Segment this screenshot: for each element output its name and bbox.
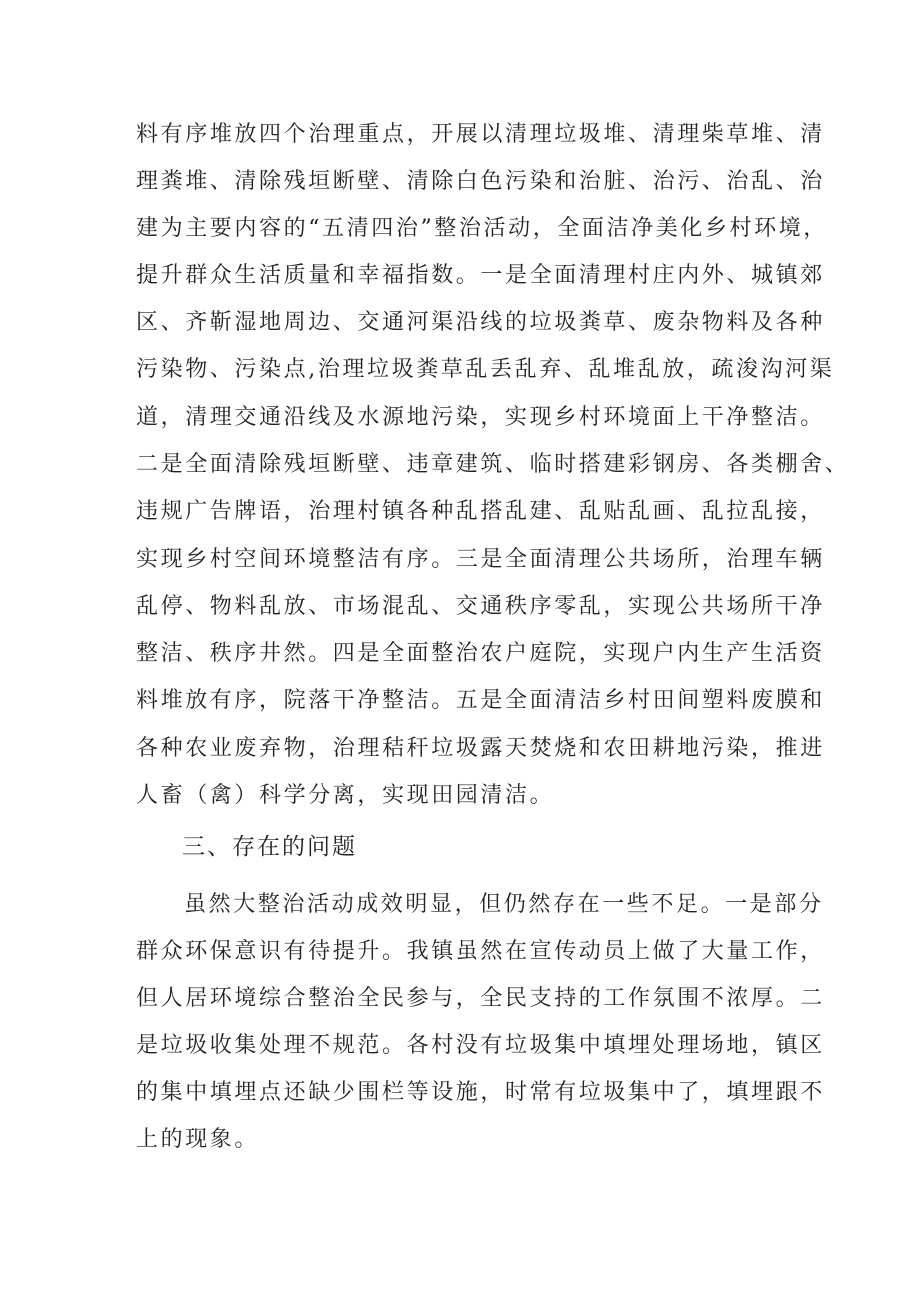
paragraph-1-line-3: 建为主要内容的“五清四治”整治活动，全面洁净美化乡村环境，: [136, 216, 828, 241]
paragraph-1-line-10: 实现乡村空间环境整洁有序。三是全面清理公共场所，治理车辆: [136, 547, 825, 572]
paragraph-1-line-12: 整洁、秩序井然。四是全面整治农户庭院，实现户内生产生活资: [136, 641, 825, 666]
paragraph-1-line-2: 理粪堆、清除残垣断壁、清除白色污染和治脏、治污、治乱、治: [136, 169, 825, 194]
paragraph-1-line-6: 污染物、污染点,治理垃圾粪草乱丢乱弃、乱堆乱放，疏浚沟河渠: [136, 357, 835, 382]
paragraph-2-line-1: 虽然大整治活动成效明显，但仍然存在一些不足。一是部分: [184, 892, 824, 917]
paragraph-2-line-4: 是垃圾收集处理不规范。各村没有垃圾集中填埋处理场地，镇区: [136, 1033, 825, 1058]
paragraph-1-line-15: 人畜（禽）科学分离，实现田园清洁。: [136, 783, 555, 808]
paragraph-1-line-7: 道，清理交通沿线及水源地污染，实现乡村环境面上干净整洁。: [136, 405, 825, 430]
paragraph-1-line-9: 违规广告牌语，治理村镇各种乱搭乱建、乱贴乱画、乱拉乱接，: [136, 499, 825, 524]
paragraph-1-line-4: 提升群众生活质量和幸福指数。一是全面清理村庄内外、城镇郊: [136, 263, 825, 288]
paragraph-1-line-11: 乱停、物料乱放、市场混乱、交通秩序零乱，实现公共场所干净: [136, 594, 825, 619]
paragraph-2-line-6: 上的现象。: [136, 1127, 260, 1152]
section-heading: 三、存在的问题: [182, 834, 357, 860]
paragraph-1-line-13: 料堆放有序，院落干净整洁。五是全面清洁乡村田间塑料废膜和: [136, 688, 825, 713]
paragraph-2-line-3: 但人居环境综合整治全民参与，全民支持的工作氛围不浓厚。二: [136, 986, 825, 1011]
paragraph-2-line-5: 的集中填埋点还缺少围栏等设施，时常有垃圾集中了，填埋跟不: [136, 1080, 825, 1105]
paragraph-2-line-2: 群众环保意识有待提升。我镇虽然在宣传动员上做了大量工作，: [136, 939, 825, 964]
paragraph-1-line-1: 料有序堆放四个治理重点，开展以清理垃圾堆、清理柴草堆、清: [136, 122, 825, 147]
paragraph-1-line-5: 区、齐靳湿地周边、交通河渠沿线的垃圾粪草、废杂物料及各种: [136, 310, 825, 335]
paragraph-1-line-14: 各种农业废弃物，治理秸秆垃圾露天焚烧和农田耕地污染，推进: [136, 736, 825, 761]
paragraph-1-line-8: 二是全面清除残垣断壁、违章建筑、临时搭建彩钢房、各类棚舍、: [136, 452, 850, 477]
